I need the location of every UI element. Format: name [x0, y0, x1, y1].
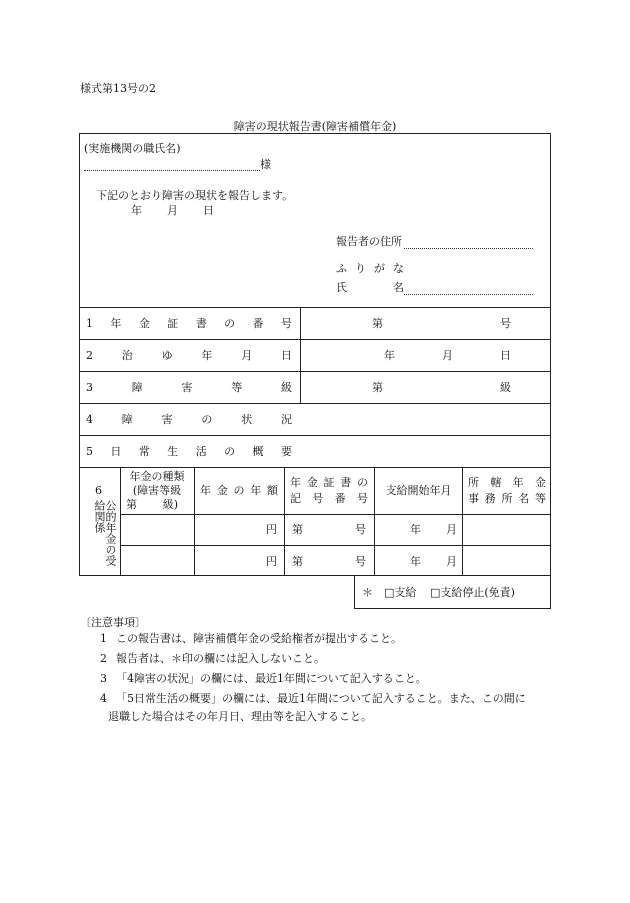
star-mark: ＊	[362, 586, 373, 599]
header-certificate-2: 記 号 番 号	[290, 492, 368, 505]
grade-kyu: 級	[500, 381, 511, 394]
header-certificate-1: 年 金 証 書 の	[290, 476, 368, 489]
grade-dai: 第	[372, 381, 383, 394]
row-certificate-number-label: 1 年 金 証 書 の 番 号	[86, 317, 292, 330]
furigana-label: ふ り が な	[336, 262, 404, 275]
option-payment[interactable]: □支給	[384, 586, 417, 599]
divider	[194, 467, 195, 576]
header-office-2: 事 務 所 名 等	[468, 492, 546, 505]
date-month-label: 月	[167, 204, 178, 217]
addressee-line[interactable]	[84, 170, 260, 171]
pension-row-number: 6	[95, 484, 102, 497]
notes-title: 〔注意事項〕	[80, 616, 146, 629]
header-pension-type-3: 第 級)	[126, 498, 178, 511]
header-annual-amount: 年 金 の 年 額	[200, 484, 278, 497]
cure-year: 年	[384, 349, 395, 362]
divider	[79, 339, 551, 340]
header-start-date: 支給開始年月	[385, 484, 452, 497]
report-statement: 下記のとおり障害の現状を報告します。	[96, 189, 294, 202]
header-pension-type-1: 年金の種類	[129, 470, 185, 483]
divider	[120, 514, 551, 515]
divider	[120, 545, 551, 546]
cert-go-1: 号	[355, 523, 366, 536]
cure-day: 日	[500, 349, 511, 362]
option-suspension[interactable]: □支給停止(免責)	[430, 586, 515, 599]
note-item: 2 報告者は、＊印の欄には記入しないこと。	[100, 652, 325, 665]
start-year-2: 年	[410, 555, 421, 568]
pension-row-label: 公的年金の受給関係	[93, 500, 117, 566]
row-daily-life-label: 5 日 常 生 活 の 概 要	[86, 445, 292, 458]
note-item-continuation: 退職した場合はその年月日、理由等を記入すること。	[108, 710, 372, 723]
divider	[120, 467, 121, 576]
honorific: 様	[260, 158, 271, 171]
row-disability-condition-label: 4 障 害 の 状 況	[86, 413, 292, 426]
date-year-label: 年	[131, 204, 142, 217]
reporter-name-line[interactable]	[404, 294, 533, 295]
divider	[79, 435, 551, 436]
amount-yen-1: 円	[266, 523, 277, 536]
divider	[79, 307, 551, 308]
certificate-dai: 第	[372, 317, 383, 330]
document-title: 障害の現状報告書(障害補償年金)	[233, 120, 397, 133]
reporter-name-label: 氏 名	[336, 281, 404, 294]
row-cure-date-label: 2 治 ゆ 年 月 日	[86, 349, 292, 362]
cert-dai-2: 第	[292, 555, 303, 568]
header-pension-type-2: (障害等級	[132, 484, 182, 497]
divider	[79, 467, 551, 468]
certificate-go: 号	[500, 317, 511, 330]
cert-dai-1: 第	[292, 523, 303, 536]
divider	[462, 467, 463, 576]
divider	[79, 403, 551, 404]
divider	[284, 467, 285, 576]
start-month-1: 月	[446, 523, 457, 536]
note-item: 1 この報告書は、障害補償年金の受給権者が提出すること。	[100, 632, 402, 645]
header-office-1: 所 轄 年 金	[468, 476, 546, 489]
note-item: 4 「5日常生活の概要」の欄には、最近1年間について記入すること。また、この間に	[100, 692, 526, 705]
start-month-2: 月	[446, 555, 457, 568]
date-day-label: 日	[203, 204, 214, 217]
reporter-address-label: 報告者の住所	[336, 235, 402, 248]
form-number: 様式第13号の2	[80, 82, 156, 95]
divider	[79, 371, 551, 372]
cure-month: 月	[442, 349, 453, 362]
divider	[300, 307, 301, 403]
row-disability-grade-label: 3 障 害 等 級	[86, 381, 292, 394]
start-year-1: 年	[410, 523, 421, 536]
reporter-address-line[interactable]	[404, 248, 533, 249]
amount-yen-2: 円	[266, 555, 277, 568]
note-item: 3 「4障害の状況」の欄には、最近1年間について記入すること。	[100, 672, 427, 685]
cert-go-2: 号	[355, 555, 366, 568]
addressee-label: (実施機関の職氏名)	[84, 142, 181, 155]
